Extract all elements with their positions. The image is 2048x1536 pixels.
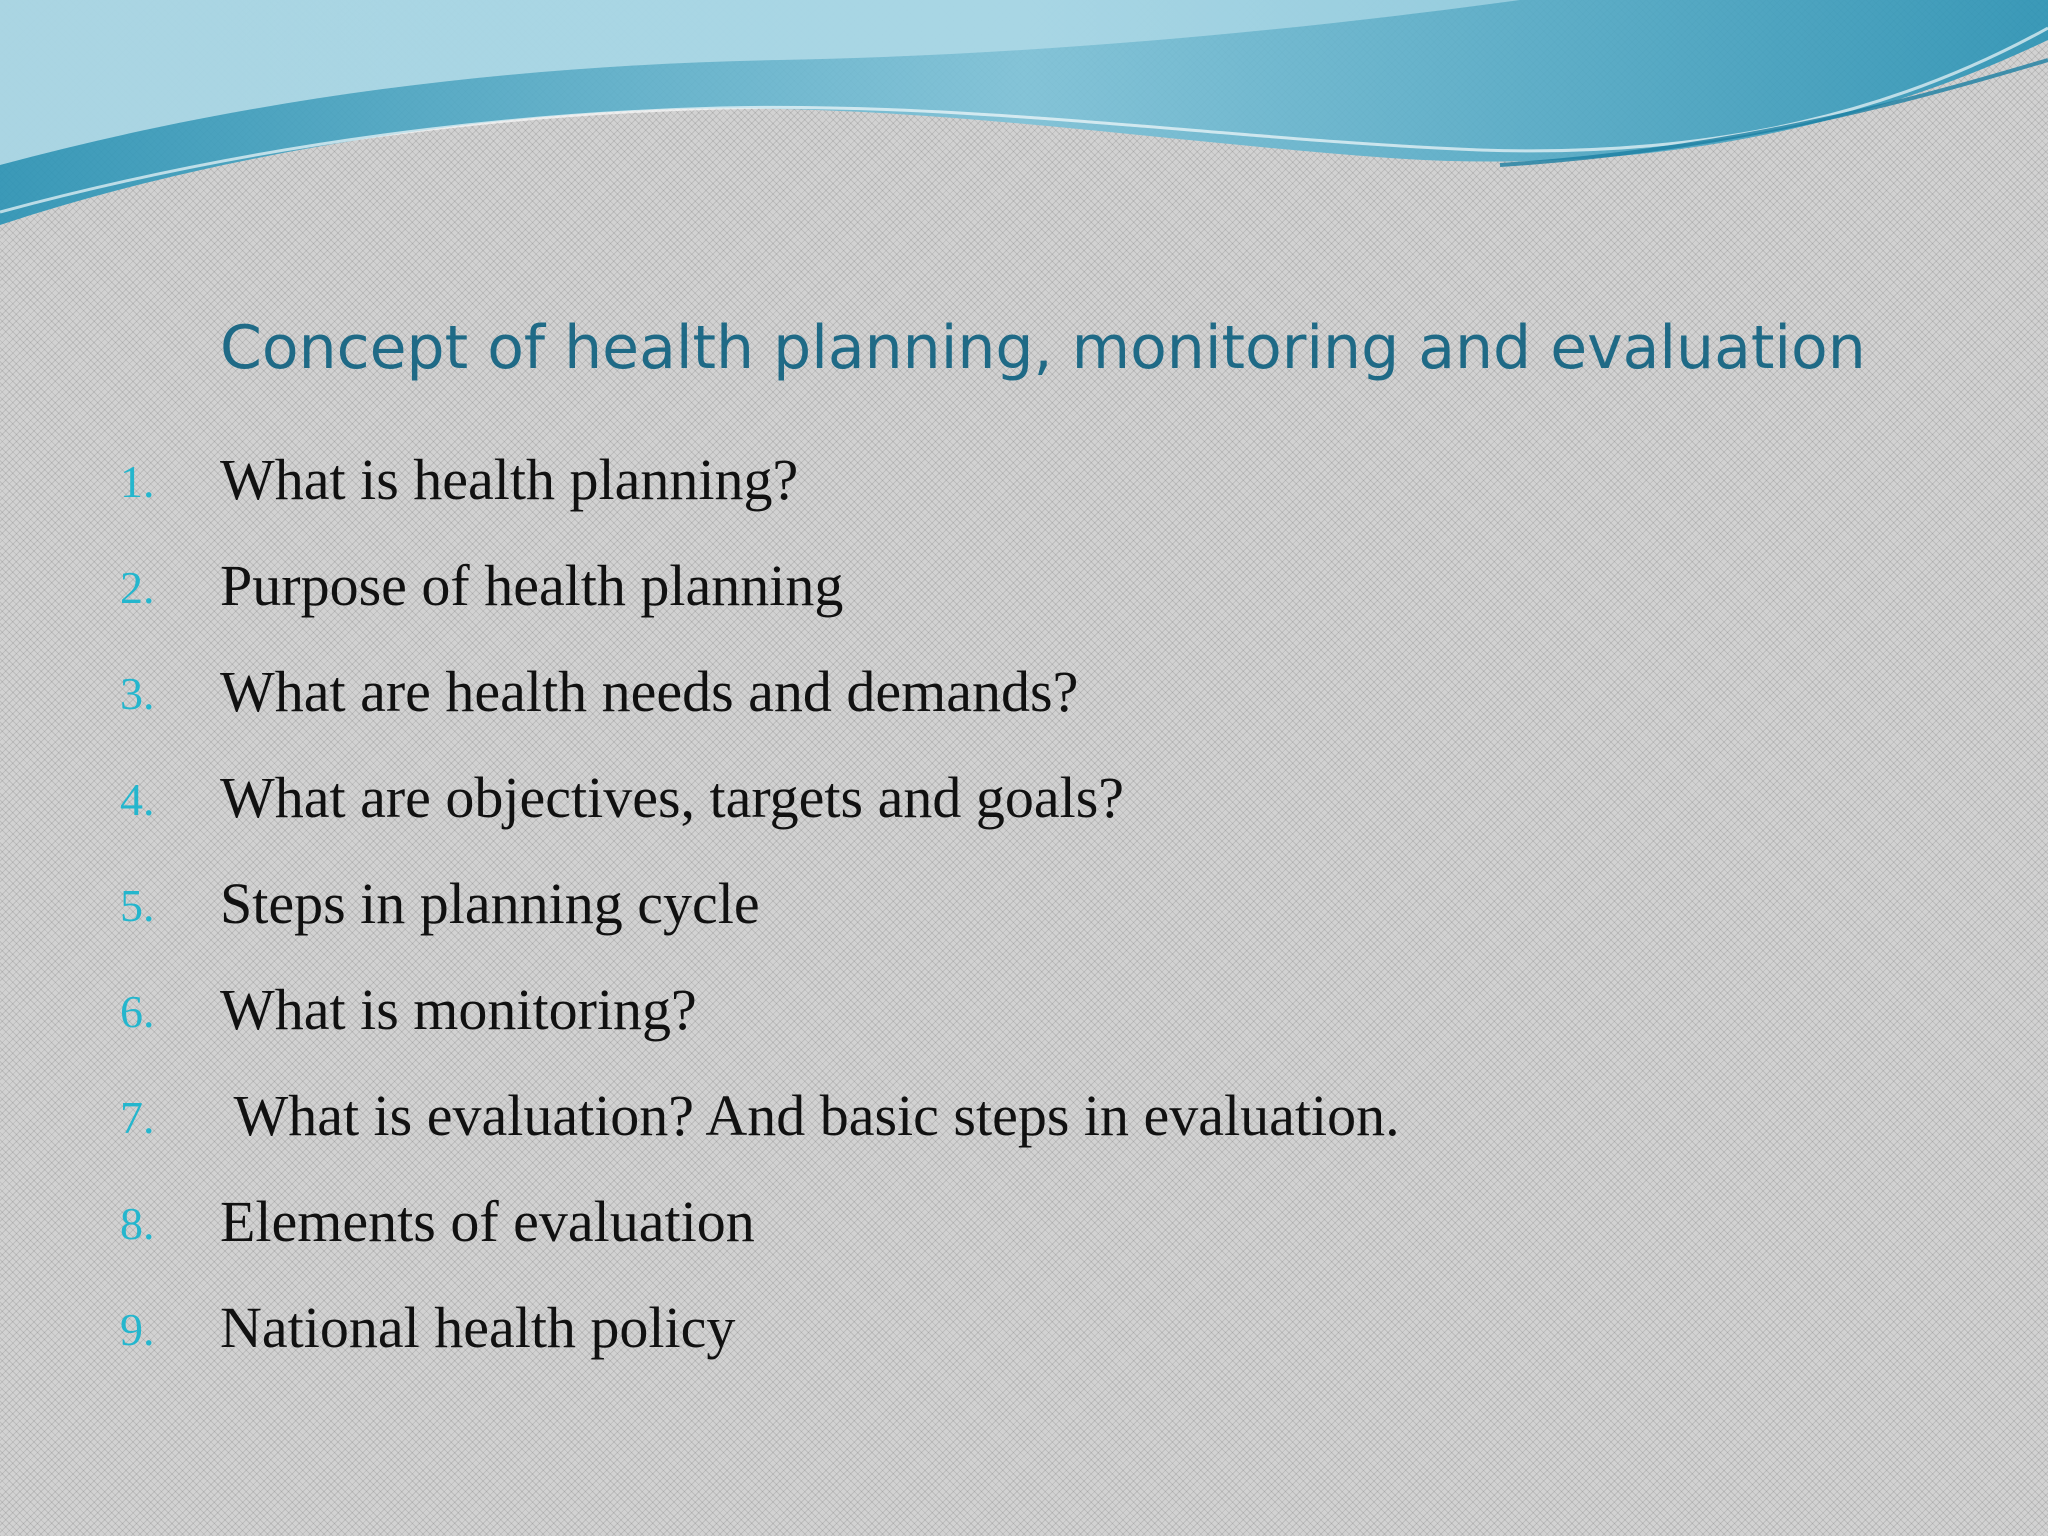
list-item-text: Elements of evaluation xyxy=(220,1189,755,1254)
list-item-number: 6. xyxy=(120,986,155,1037)
list-item-text: Purpose of health planning xyxy=(220,553,844,618)
list-item-number: 4. xyxy=(120,774,155,825)
slide-title: Concept of health planning, monitoring and evaluation xyxy=(220,313,1866,383)
list-item-text: What is health planning? xyxy=(220,447,799,512)
list-item-number: 7. xyxy=(120,1092,155,1143)
list-item-number: 3. xyxy=(120,668,155,719)
list-item-number: 9. xyxy=(120,1304,155,1355)
decorative-wave-header xyxy=(0,0,2048,240)
list-item-number: 2. xyxy=(120,562,155,613)
list-item-text: What are health needs and demands? xyxy=(220,659,1079,724)
list-item-text: National health policy xyxy=(220,1295,736,1360)
list-item-number: 8. xyxy=(120,1198,155,1249)
list-item-number: 5. xyxy=(120,880,155,931)
list-item-number: 1. xyxy=(120,456,155,507)
list-item-text: Steps in planning cycle xyxy=(220,871,760,936)
list-item-text: What are objectives, targets and goals? xyxy=(220,765,1125,830)
list-item-text: What is monitoring? xyxy=(220,977,697,1042)
list-item-text: What is evaluation? And basic steps in evaluation. xyxy=(220,1083,1400,1148)
